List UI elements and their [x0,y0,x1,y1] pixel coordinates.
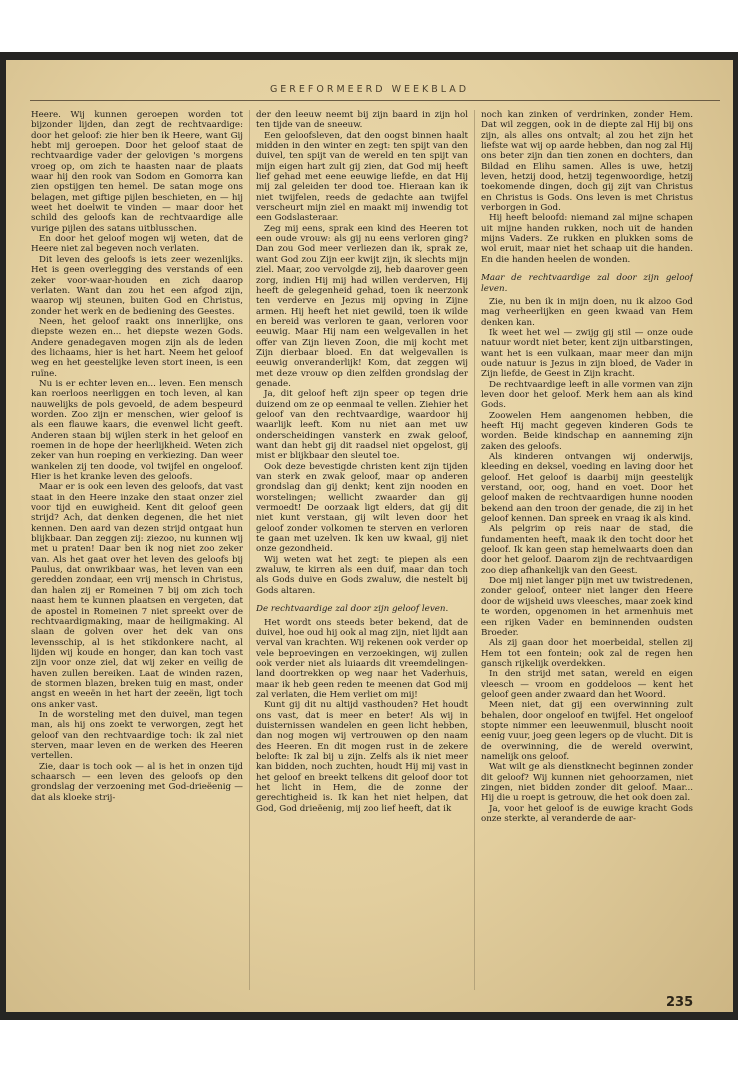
paragraph: der den leeuw neemt bij zijn baard in zijn hol ten tijde van de sneeuw. [256,110,468,131]
paragraph: Zoowelen Hem aangenomen hebben, die heeft Hij macht gegeven kinderen Gods te worden. Beide kindschap en aanneming zijn zaken des geloofs. [481,410,693,452]
paragraph: noch kan zinken of verdrinken, zonder Hem. Dat wil zeggen, ook in de diepte zal Hij bij ons zijn, als alles ons ontvalt; al zou het zijn het liefste wat wij op aarde hebben, dan nog zal Hij ons beter zijn dan tien zonen en dochters, dan Bildad en Elihu samen. Alles is uwe, hetzij leven, hetzij dood, hetzij tegenwoordige, hetzij toekomende dingen, doch gij zijt van Christus en Christus is Gods. Ons leven is met Christus verborgen in God. [481,110,693,214]
paragraph: Neen, het geloof raakt ons innerlijke, ons diepste wezen en... het diepste wezen Gods. Andere genadegaven mogen zijn als de leden des lichaams, hier is het hart. Neem het geloof weg en het geestelijke leven stort ineen, is een ruïne. [31,316,243,379]
paragraph: Als kinderen ontvangen wij onderwijs, kleeding en deksel, voeding en laving door het geloof. Het geloof is daarbij mijn geestelijk verstand, oor, oog, hand en voet. Door het geloof maken de rechtvaardigen hunne nooden bekend aan den troon der genade, die zij in het geloof kennen. Dan spreek en vraag ik als kind. [481,452,693,525]
column-divider [249,110,250,990]
column-2 [256,110,468,990]
paragraph: Ja, dit geloof heft zijn speer op tegen drie duizend om ze op eenmaal te vellen. Ziehier het geloof van den rechtvaardige, waardoor hij waarlijk leeft. Kom nu niet aan met uw onderscheidingen vansterk en zwak geloof, want dan hebt gij dit raadsel niet opgelost, gij mist er blijkbaar den sleutel toe. [256,389,468,462]
paragraph: Meen niet, dat gij een overwinning zult behalen, door ongeloof en twijfel. Het ongeloof stopte nimmer een leeuwenmuil, bluscht nooit eenig vuur, joeg geen legers op de vlucht. Dit is de overwinning, die de wereld overwint, namelijk ons geloof. [481,700,693,762]
paragraph: Nu is er echter leven en... leven. Een mensch kan roerloos neerliggen en toch leven, al kan nauwelijks de pols gevoeld, de adem bespeurd worden. Zoo zijn er menschen, wier geloof is als een flauwe kaars, die evenwel licht geeft. Anderen staan bij wijlen sterk in het geloof en roemen in de hope der heerlijkheid. Weten zich zeker van hun roeping en verkiezing. Dan weer wankelen zij ten doode, vol twijfel en ongeloof. Hier is het kranke leven des geloofs. [31,378,243,483]
paragraph: Kunt gij dit nu altijd vasthouden? Het houdt ons vast, dat is meer en beter! Als wij in duisternissen wandelen en geen licht hebben, dan nog mogen wij vertrouwen op den naam des Heeren. En dit mogen rust in de zekere belofte: Ik zal bij u zijn. Zelfs als ik niet meer kan bidden, noch zuchten, houdt Hij mij vast in het geloof en breekt telkens dit geloof door tot het licht in Hem, die de zonne der gerechtigheid is. Ik kan het niet helpen, dat God, God drieëenig, mij zoo lief heeft, dat ik [256,700,468,814]
paragraph: Zie, nu ben ik in mijn doen, nu ik alzoo God mag verheerlijken en geen kwaad van Hem denken kan. [481,296,693,328]
paragraph: Dit leven des geloofs is iets zeer wezenlijks. Het is geen overlegging des verstands of een zeker voor-waar-houden en zich daarop verlaten. Want dan zou het een afgod zijn, waarop wij steunen, buiten God en Christus, zonder het werk en de bediening des Geestes. [31,254,243,317]
paragraph: Wat wilt ge als dienstknecht beginnen zonder dit geloof? Wij kunnen niet gehoorzamen, niet zingen, niet bidden zonder dit geloof. Maar... Hij die u roept is getrouw, die het ook doen zal. [481,762,693,804]
document-page [6,60,733,1012]
page-number: 235 [666,995,694,1010]
paragraph: In den strijd met satan, wereld en eigen vleesch — vroom en goddeloos — kent het geloof geen ander zwaard dan het Woord. [481,669,693,700]
paragraph: Als zij gaan door het moerbeidal, stellen zij Hem tot een fontein; ook zal de regen hen gansch rijkelijk overdekken. [481,638,693,669]
paragraph: Heere. Wij kunnen geroepen worden tot bijzonder lijden, dan zegt de rechtvaardige: door het geloof: zie hier ben ik Heere, want Gij hebt mij geroepen. Door het geloof staat de rechtvaardige vader der gelovigen 's morgens vroeg op, om zich te haasten naar de plaats waar hij den rook van Sodom en Gomorra kan zien opstijgen ten hemel. De satan moge ons belagen, met giftige pijlen beschieten, en — hij weet het doelwit te vinden — maar door het schild des geloofs kan de rechtvaardige alle vurige pijlen des satans uitblusschen. [31,110,243,234]
paragraph: In de worsteling met den duivel, man tegen man, als hij ons zoekt te verworgen, zegt het geloof van den rechtvaardige toch: ik zal niet sterven, maar leven en de werken des Heeren vertellen. [31,709,243,762]
column-1 [31,110,243,990]
paragraph: Als pelgrim op reis naar de stad, die fundamenten heeft, maak ik den tocht door het geloof. Ik kan geen stap hemelwaarts doen dan door het geloof. Daarom zijn de rechtvaardigen zoo diep afhankelijk van den Geest. [481,524,693,576]
paragraph: Zie, daar is toch ook — al is het in onzen tijd schaarsch — een leven des geloofs op den grondslag der verzoening met God-drieëenig — dat als kloeke strij- [31,761,243,803]
paragraph: De rechtvaardige leeft in alle vormen van zijn leven door het geloof. Merk hem aan als kind Gods. [481,379,693,411]
paragraph: Hij heeft beloofd: niemand zal mijne schapen uit mijne handen rukken, noch uit de handen mijns Vaders. Ze rukken en plukken soms de wol eruit, maar niet het schaap uit die handen. En die handen heelen de wonden. [481,213,693,265]
section-heading: Maar de rechtvaardige zal door zijn geloof leven. [481,273,693,294]
paragraph: Ik weet het wel — zwijg gij stil — onze oude natuur wordt niet beter, kent zijn uitbarstingen, want het is een vulkaan, maar meer dan mijn oude natuur is Jezus in zijn bloed, de Vader in Zijn liefde, de Geest in Zijn kracht. [481,327,693,380]
running-header: GEREFORMEERD WEEKBLAD [269,84,470,95]
header-rule [30,100,720,101]
paragraph: Ook deze bevestigde christen kent zijn tijden van sterk en zwak geloof, maar op anderen grondslag dan gij denkt; kent zijn nooden en worstelingen; wellicht zwaarder dan gij vermoedt! De oorzaak ligt elders, dat gij dit niet kunt verstaan, gij wilt leven door het geloof zonder volkomen te sterven en verloren te gaan met uzelven. Ik ken uw kwaal, gij niet onze gezondheid. [256,461,468,555]
paragraph: Wij weten wat het zegt: te piepen als een zwaluw, te kirren als een duif, maar dan toch als Gods duive en Gods zwaluw, die nestelt bij Gods altaren. [256,554,468,596]
section-heading: De rechtvaardige zal door zijn geloof leven. [256,604,449,615]
paragraph: En door het geloof mogen wij weten, dat de Heere niet zal begeven noch verlaten. [31,234,243,255]
column-3 [481,110,693,990]
paragraph: Ja, voor het geloof is de euwige kracht Gods onze sterkte, al veranderde de aar- [481,803,693,825]
paragraph: Het wordt ons steeds beter bekend, dat de duivel, hoe oud hij ook al mag zijn, niet lijdt aan verval van krachten. Wij rekenen ook verder op vele beproevingen en verzoekingen, wij zullen ook verder niet als luiaards dit vreemdelingen-land doortrekken op weg naar het Vaderhuis, maar ik heb geen reden te meenen dat God mij zal verlaten, die Hem verliet om mij! [256,617,468,700]
paragraph: Een geloofsleven, dat den oogst binnen haalt midden in den winter en zegt: ten spijt van den duivel, ten spijt van de wereld en ten spijt van mijn eigen hart zult gij zien, dat God mij heeft lief gehad met eene eeuwige liefde, en dat Hij mij zal geleiden ter dood toe. Hieraan kan ik niet twijfelen, reeds de gedachte aan twijfel verscheurt mijn ziel en maakt mij inwendig tot een Godslasteraar. [256,130,468,224]
column-divider [474,110,475,990]
paragraph: Doe mij niet langer pijn met uw twistredenen, zonder geloof, onteer niet langer den Heere door de wijsheid uws vleesches, maar zoek kind te worden, opgenomen in het armenhuis met een rijken Vader en beminnenden oudsten Broeder. [481,576,693,638]
paragraph: Maar er is ook een leven des geloofs, dat vast staat in den Heere inzake den staat onzer ziel voor tijd en euwigheid. Kent dit geloof geen strijd? Ach, dat denken degenen, die het niet kennen. Den aard van dezen strijd ontgaat hun blijkbaar. Dan zeggen zij: ziezoo, nu kunnen wij met u praten! Daar ben ik nog niet zoo zeker van. Als het gaat over het leven des geloofs bij Paulus, dat onwrikbaar was, het leven van een geredden zondaar, een vrij mensch in Christus, dan halen zij er Romeinen 7 bij om zich toch naast hem te kunnen plaatsen en vergeten, dat de apostel in Romeinen 7 niet spreekt over de rechtvaardigmaking, maar de heiligmaking. Al slaan de golven over het dek van ons levensschip, al is het stikdonkere nacht, al lijden wij koude en honger, dan kan toch vast zijn voor onze ziel, dat wij zeker en veilig de haven zullen bereiken. Laat de winden razen, de stormen blazen, breken tuig en mast, onder angst en weeën in het hart der zeeën, ligt toch ons anker vast. [31,482,243,710]
paragraph: Zeg mij eens, sprak een kind des Heeren tot een oude vrouw: als gij nu eens verloren ging? Dan zou God meer verliezen dan ik, sprak ze, want God zou Zijn eer kwijt zijn, ik slechts mijn ziel. Maar, zoo vervolgde zij, heb daarover geen zorg, indien Hij mij had willen verderven, Hij heeft de gelegenheid gehad, toen ik neerzonk ten verderve en Jezus mij opving in Zijne armen. Hij heeft het niet gewild, toen ik wilde en bereid was verloren te gaan, verloren voor eeuwig. Maar Hij nam een welgevallen in het offer van Zijn lieven Zoon, die mij kocht met Zijn dierbaar bloed. En dat welgevallen is eeuwig onveranderlijk! Kom, dat zeggen wij met deze vrouw op dien zelfden grondslag der genade. [256,223,468,389]
